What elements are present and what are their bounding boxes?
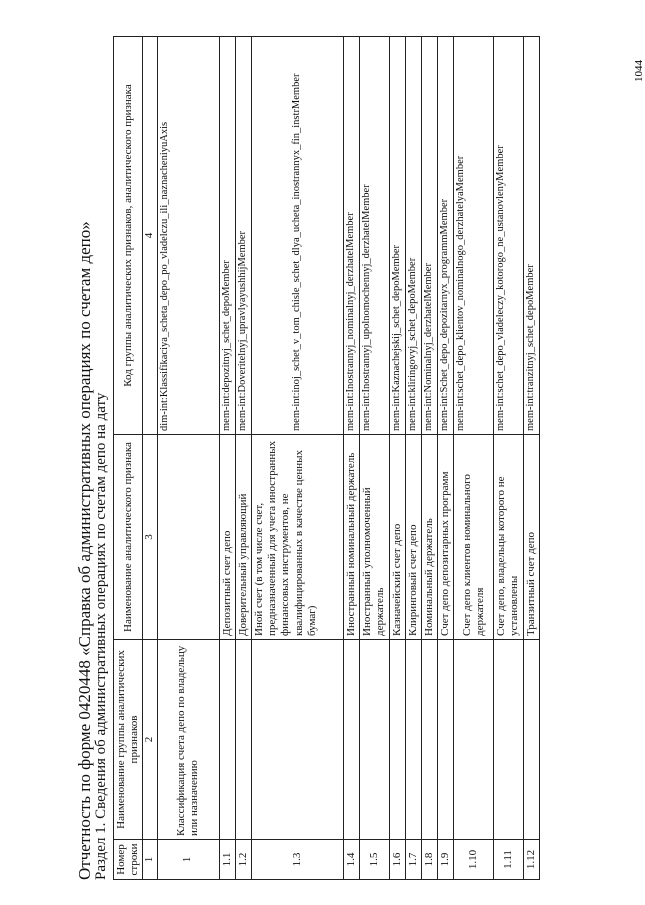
row-number: 1.8 [421,840,437,880]
attribute-code: mem-int:Inostrannyj_upolnomochennyj_derzhatelMember [360,37,389,435]
header-cell: Наименование аналитического признака [114,435,143,640]
attribute-code: mem-int:kliringovyj_schet_depoMember [405,37,421,435]
column-number: 1 [143,840,157,880]
table-row [523,37,539,880]
table-row [235,37,251,880]
page-number: 1044 [633,60,645,82]
table-row [251,37,343,880]
attribute-name: Клиринговый счет депо [405,435,421,640]
attribute-code: mem-int:Schet_depo_depozitarnyx_programmMember [438,37,454,435]
rotated-content [75,30,625,880]
row-number: 1.4 [343,840,359,880]
column-number: 2 [143,640,157,840]
row-number: 1.9 [438,840,454,880]
attribute-name: Иностранный номинальный держатель [343,435,359,640]
group-name [360,640,389,840]
group-name [438,640,454,840]
row-number: 1.12 [523,840,539,880]
table-row [494,37,523,880]
row-number: 1.1 [219,840,235,880]
group-name [405,640,421,840]
attribute-code: mem-int:Nominalnyj_derzhatelMember [421,37,437,435]
attribute-code: mem-int:Inostrannyj_nominalnyj_derzhatelMember [343,37,359,435]
attribute-code: mem-int:Doveritelnyj_upravlyayushhijMember [235,37,251,435]
row-number: 1.2 [235,840,251,880]
table-row [343,37,359,880]
table-row [421,37,437,880]
attribute-code: mem-int:inoj_schet_v_tom_chisle_schet_dlya_ucheta_inostrannyx_fin_instrMember [251,37,343,435]
group-name [343,640,359,840]
attribute-code: mem-int:tranzitnyj_schet_depoMember [523,37,539,435]
table-row [360,37,389,880]
header-cell: Наименование группы аналитических признаков [114,640,143,840]
row-number: 1.6 [389,840,405,880]
attribute-name: Иностранный уполномоченный держатель [360,435,389,640]
row-number: 1 [157,840,219,880]
section-heading: Раздел 1. Сведения об административных операциях по счетам депо на дату [93,392,109,880]
group-name [251,640,343,840]
row-number: 1.11 [494,840,523,880]
group-name [494,640,523,840]
group-name: Классификация счета депо по владельцу или назначению [157,640,219,840]
table-row [438,37,454,880]
group-name [389,640,405,840]
row-number: 1.10 [454,840,494,880]
group-name [235,640,251,840]
header-cell: Код группы аналитических признаков, аналитического признака [114,37,143,435]
attribute-name: Депозитный счет депо [219,435,235,640]
header-row [114,37,143,880]
attribute-name: Счет депо клиентов номинального держателя [454,435,494,640]
table-row [389,37,405,880]
attribute-code: mem-int:schet_depo_vladeleczy_kotorogo_ne_ustanovlenyMember [494,37,523,435]
attribute-name: Номинальный держатель [421,435,437,640]
table-row [157,37,219,880]
attribute-name: Иной счет (в том числе счет, предназначенный для учета иностранных финансовых инструментов, не квалифицированных в качестве ценных бумаг) [251,435,343,640]
table-row [405,37,421,880]
column-number-row [143,37,157,880]
group-name [219,640,235,840]
attribute-name: Казначейский счет депо [389,435,405,640]
attribute-code: dim-int:Klassifikaciya_scheta_depo_po_vladelczu_ili_naznacheniyuAxis [157,37,219,435]
group-name [454,640,494,840]
row-number: 1.5 [360,840,389,880]
attribute-code: mem-int:depozitnyj_schet_depoMember [219,37,235,435]
attribute-name: Доверительный управляющий [235,435,251,640]
table-row [454,37,494,880]
attribute-name: Счет депо депозитарных программ [438,435,454,640]
row-number: 1.7 [405,840,421,880]
table-row [219,37,235,880]
attribute-name: Счет депо, владельцы которого не установлены [494,435,523,640]
report-title: Отчетность по форме 0420448 «Справка об административных операциях по счетам депо» [75,221,94,880]
column-number: 3 [143,435,157,640]
attribute-code: mem-int:Kaznachejskij_schet_depoMember [389,37,405,435]
group-name [421,640,437,840]
header-cell: Номер строки [114,840,143,880]
attribute-name: Транзитный счет депо [523,435,539,640]
column-number: 4 [143,37,157,435]
analytics-table [113,36,540,880]
attribute-code: mem-int:schet_depo_klientov_nominalnogo_derzhatelyaMember [454,37,494,435]
attribute-name [157,435,219,640]
group-name [523,640,539,840]
row-number: 1.3 [251,840,343,880]
